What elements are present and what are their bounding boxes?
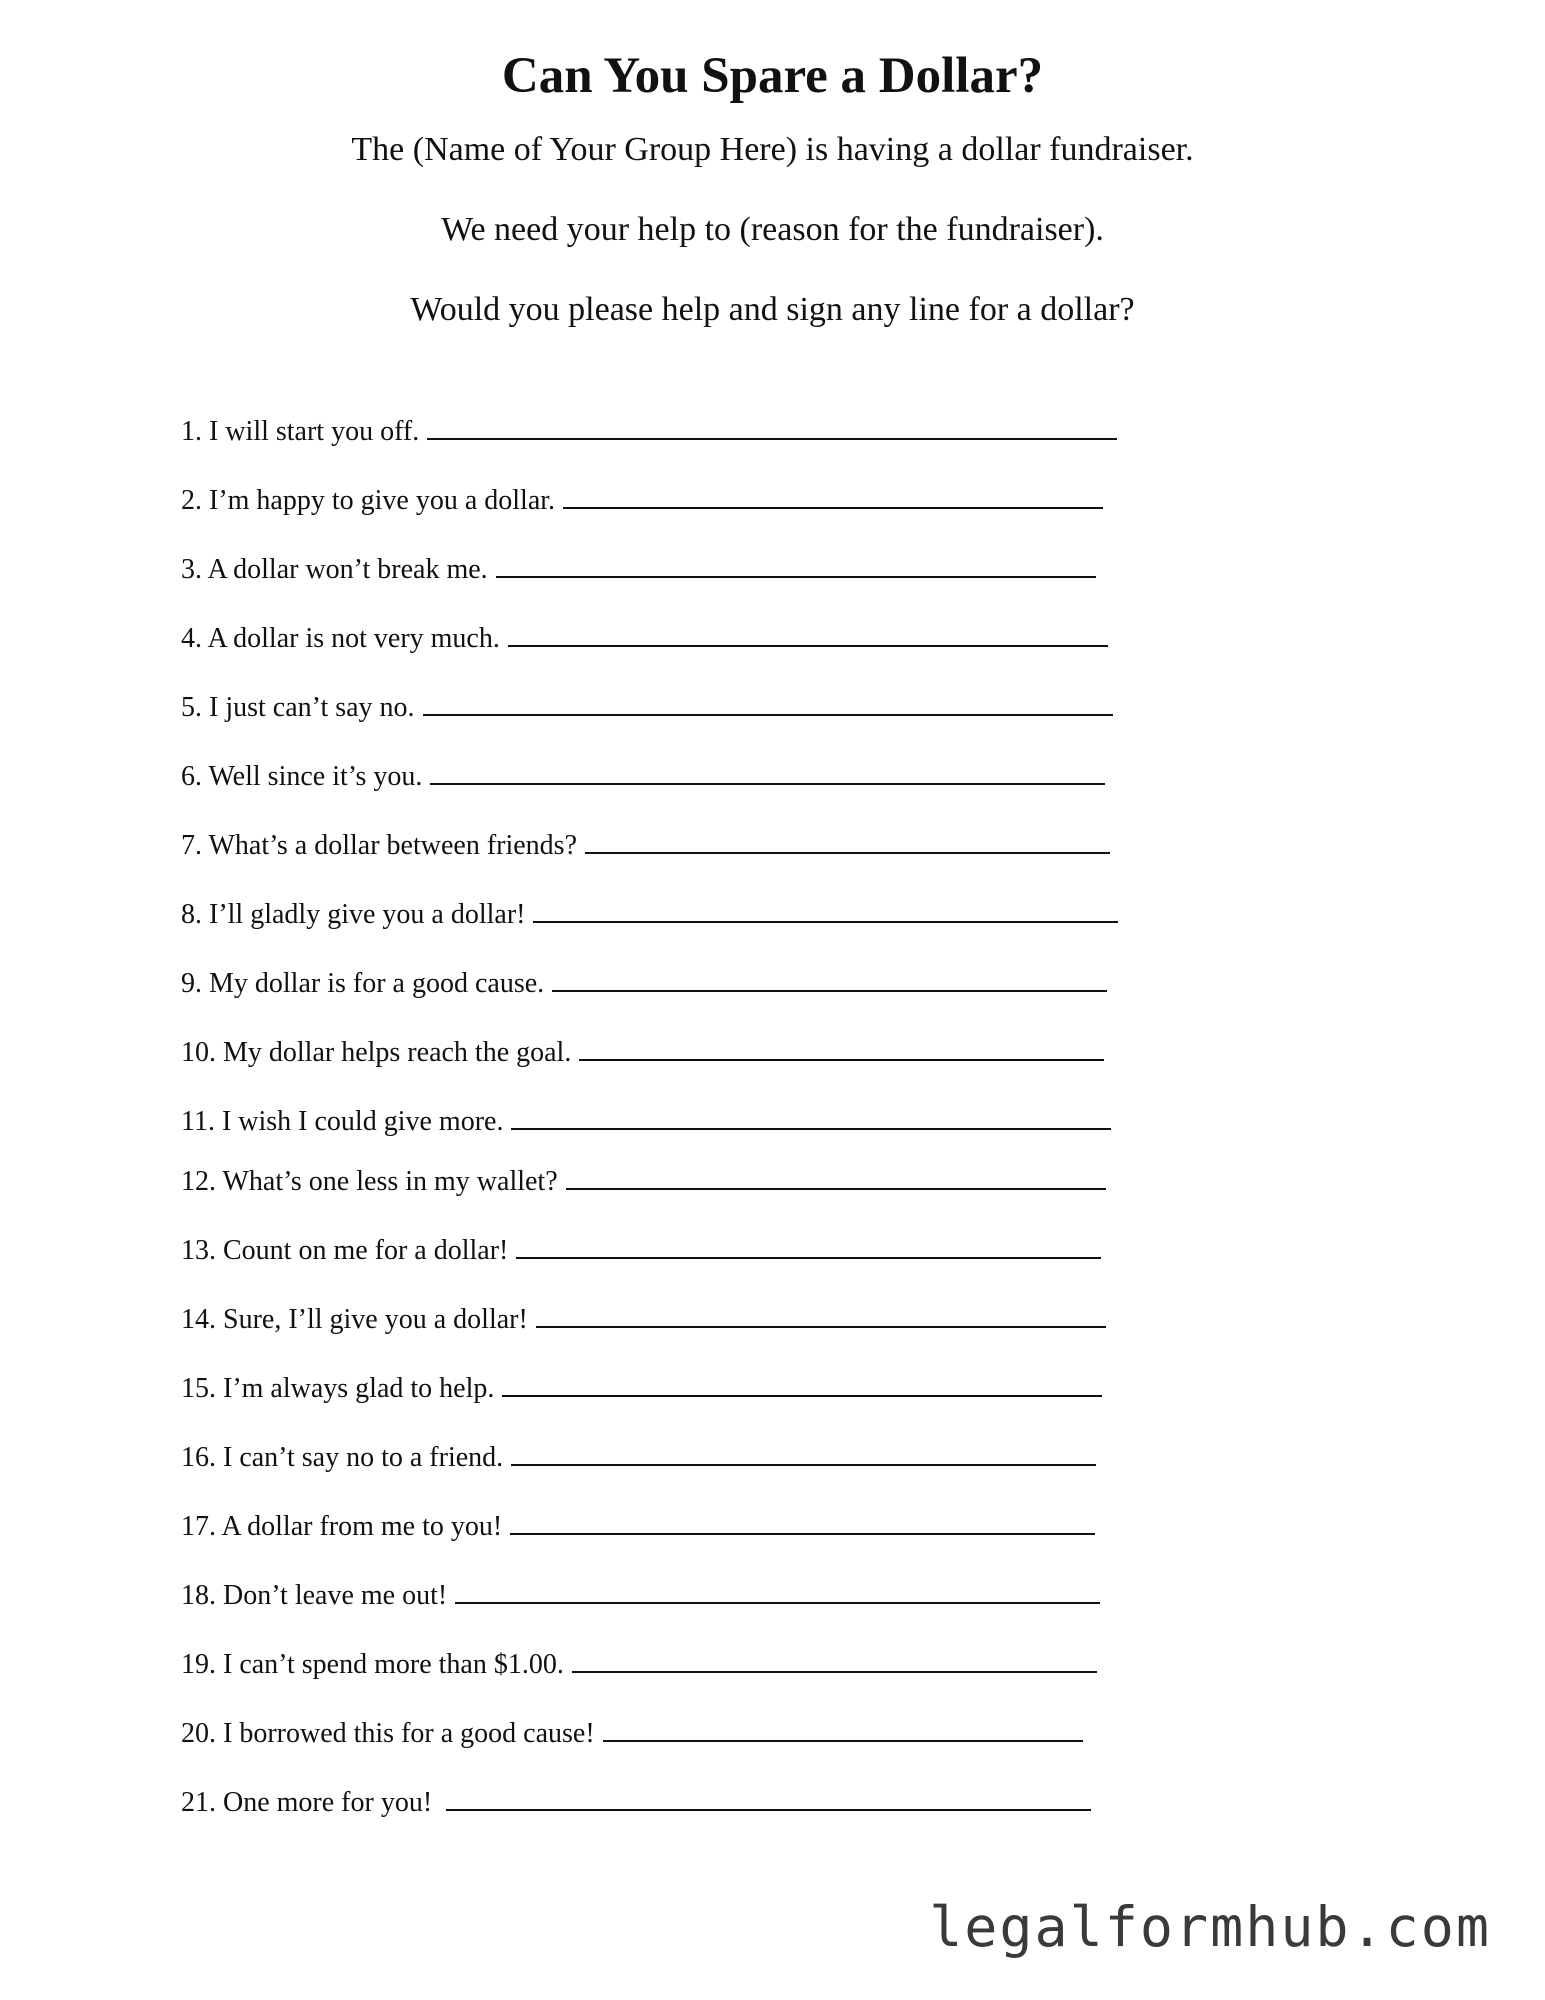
signature-line-label: 14. Sure, I’ll give you a dollar! <box>181 1304 528 1335</box>
signature-blank[interactable] <box>423 690 1113 716</box>
signature-blank[interactable] <box>511 1104 1111 1130</box>
signature-line-13 <box>181 1233 1101 1268</box>
intro-line-group: The (Name of Your Group Here) is having a dollar fundraiser. <box>351 131 1194 168</box>
signature-blank[interactable] <box>566 1164 1106 1190</box>
signature-line-label: 21. One more for you! <box>181 1787 433 1818</box>
signature-blank[interactable] <box>508 621 1108 647</box>
signature-line-label: 18. Don’t leave me out! <box>181 1580 448 1611</box>
signature-line-label: 15. I’m always glad to help. <box>181 1373 495 1404</box>
signature-line-4 <box>181 621 1108 656</box>
signature-line-16 <box>181 1440 1096 1475</box>
signature-line-label: 2. I’m happy to give you a dollar. <box>181 485 556 516</box>
signature-line-1 <box>181 414 1117 449</box>
signature-line-3 <box>181 552 1096 587</box>
signature-line-11 <box>181 1104 1111 1139</box>
signature-line-12 <box>181 1164 1106 1199</box>
signature-line-label: 19. I can’t spend more than $1.00. <box>181 1649 564 1680</box>
signature-line-7 <box>181 828 1110 863</box>
signature-blank[interactable] <box>552 966 1107 992</box>
signature-line-14 <box>181 1302 1106 1337</box>
signature-blank[interactable] <box>455 1578 1100 1604</box>
signature-line-label: 10. My dollar helps reach the goal. <box>181 1037 572 1068</box>
signature-line-5 <box>181 690 1113 725</box>
signature-blank[interactable] <box>516 1233 1101 1259</box>
signature-blank[interactable] <box>585 828 1110 854</box>
intro-line-request: Would you please help and sign any line for a dollar? <box>410 291 1135 328</box>
signature-line-label: 9. My dollar is for a good cause. <box>181 968 545 999</box>
signature-blank[interactable] <box>533 897 1118 923</box>
signature-blank[interactable] <box>510 1509 1095 1535</box>
signature-line-label: 11. I wish I could give more. <box>181 1106 504 1137</box>
signature-blank[interactable] <box>430 759 1105 785</box>
signature-blank[interactable] <box>427 414 1117 440</box>
signature-line-15 <box>181 1371 1102 1406</box>
signature-blank[interactable] <box>603 1716 1083 1742</box>
signature-line-2 <box>181 483 1103 518</box>
signature-line-label: 16. I can’t say no to a friend. <box>181 1442 504 1473</box>
signature-line-9 <box>181 966 1107 1001</box>
signature-line-19 <box>181 1647 1097 1682</box>
signature-blank[interactable] <box>579 1035 1104 1061</box>
signature-line-18 <box>181 1578 1100 1613</box>
page-title: Can You Spare a Dollar? <box>501 48 1044 104</box>
signature-blank[interactable] <box>446 1785 1091 1811</box>
signature-line-label: 5. I just can’t say no. <box>181 692 415 723</box>
signature-line-8 <box>181 897 1118 932</box>
signature-blank[interactable] <box>563 483 1103 509</box>
signature-line-label: 3. A dollar won’t break me. <box>181 554 488 585</box>
signature-line-label: 20. I borrowed this for a good cause! <box>181 1718 595 1749</box>
signature-line-20 <box>181 1716 1083 1751</box>
signature-blank[interactable] <box>502 1371 1102 1397</box>
signature-line-6 <box>181 759 1105 794</box>
signature-blank[interactable] <box>572 1647 1097 1673</box>
site-watermark: legalformhub.com <box>929 1895 1491 1959</box>
signature-blank[interactable] <box>511 1440 1096 1466</box>
signature-line-label: 6. Well since it’s you. <box>181 761 423 792</box>
signature-line-label: 8. I’ll gladly give you a dollar! <box>181 899 526 930</box>
signature-blank[interactable] <box>496 552 1096 578</box>
signature-line-label: 12. What’s one less in my wallet? <box>181 1166 558 1197</box>
signature-blank[interactable] <box>536 1302 1106 1328</box>
signature-line-label: 17. A dollar from me to you! <box>181 1511 503 1542</box>
signature-line-10 <box>181 1035 1104 1070</box>
intro-line-reason: We need your help to (reason for the fundraiser). <box>441 211 1104 248</box>
signature-line-label: 1. I will start you off. <box>181 416 420 447</box>
signature-line-label: 4. A dollar is not very much. <box>181 623 500 654</box>
signature-line-21 <box>181 1785 1091 1820</box>
signature-line-label: 13. Count on me for a dollar! <box>181 1235 509 1266</box>
signature-line-17 <box>181 1509 1095 1544</box>
signature-line-label: 7. What’s a dollar between friends? <box>181 830 578 861</box>
